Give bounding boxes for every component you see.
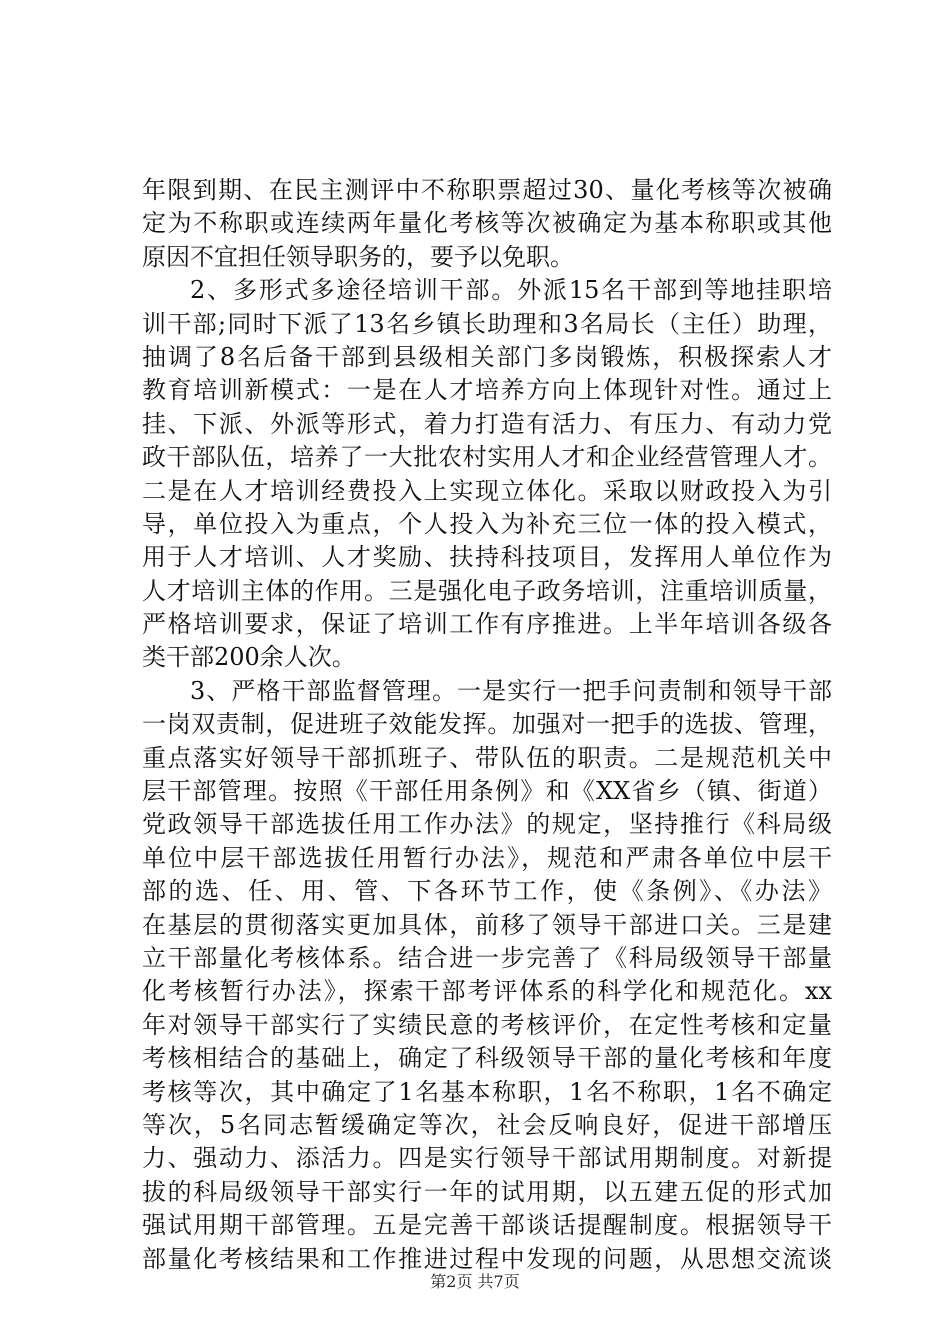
- text-line: 考核等次，其中确定了1名基本称职，1名不称职，1名不确定: [142, 1077, 832, 1106]
- text-line: 挂、下派、外派等形式，着力打造有活力、有压力、有动力党: [142, 409, 832, 438]
- text-line: 党政领导干部选拔任用工作办法》的规定，坚持推行《科局级: [142, 810, 832, 839]
- text-line: 类干部200余人次。: [142, 643, 356, 672]
- text-line: 立干部量化考核体系。结合进一步完善了《科局级领导干部量: [142, 943, 832, 972]
- text-line: 重点落实好领导干部抓班子、带队伍的职责。二是规范机关中: [142, 743, 832, 772]
- text-line: 二是在人才培训经费投入上实现立体化。采取以财政投入为引: [142, 476, 832, 505]
- text-line: 层干部管理。按照《干部任用条例》和《XX省乡（镇、街道）: [142, 777, 832, 806]
- page-number-footer: 第2页 共7页: [430, 1272, 520, 1291]
- text-line: 训干部;同时下派了13名乡镇长助理和3名局长（主任）助理，: [142, 309, 832, 338]
- text-line: 人才培训主体的作用。三是强化电子政务培训，注重培训质量，: [142, 576, 832, 605]
- text-line: 严格培训要求，保证了培训工作有序推进。上半年培训各级各: [142, 610, 832, 639]
- text-line: 考核相结合的基础上，确定了科级领导干部的量化考核和年度: [142, 1044, 832, 1073]
- text-line: 化考核暂行办法》，探索干部考评体系的科学化和规范化。xx: [142, 977, 832, 1006]
- text-line: 教育培训新模式：一是在人才培养方向上体现针对性。通过上: [142, 376, 832, 405]
- paragraph-start-line: 2、多形式多途径培训干部。外派15名干部到等地挂职培: [190, 276, 832, 305]
- text-line: 一岗双责制，促进班子效能发挥。加强对一把手的选拔、管理，: [142, 710, 832, 739]
- document-body: [142, 174, 832, 1276]
- text-line: 在基层的贯彻落实更加具体，前移了领导干部进口关。三是建: [142, 910, 832, 939]
- text-line: 抽调了8名后备干部到县级相关部门多岗锻炼，积极探索人才: [142, 342, 832, 371]
- text-line: 定为不称职或连续两年量化考核等次被确定为基本称职或其他: [142, 209, 832, 238]
- text-line: 力、强动力、添活力。四是实行领导干部试用期制度。对新提: [142, 1144, 832, 1173]
- text-line: 部的选、任、用、管、下各环节工作，使《条例》、《办法》: [142, 877, 832, 906]
- text-line: 强试用期干部管理。五是完善干部谈话提醒制度。根据领导干: [142, 1211, 832, 1240]
- text-line: 年限到期、在民主测评中不称职票超过30、量化考核等次被确: [142, 176, 832, 204]
- text-line: 政干部队伍，培养了一大批农村实用人才和企业经营管理人才。: [142, 443, 832, 472]
- text-line: 等次，5名同志暂缓确定等次，社会反响良好，促进干部增压: [142, 1110, 832, 1139]
- text-line: 用于人才培训、人才奖励、扶持科技项目，发挥用人单位作为: [142, 543, 832, 572]
- text-line: 部量化考核结果和工作推进过程中发现的问题，从思想交流谈: [142, 1244, 832, 1273]
- text-line: 单位中层干部选拔任用暂行办法》，规范和严肃各单位中层干: [142, 843, 832, 872]
- text-line: 年对领导干部实行了实绩民意的考核评价，在定性考核和定量: [142, 1010, 832, 1039]
- text-line: 原因不宜担任领导职务的，要予以免职。: [142, 242, 574, 271]
- paragraph-start-line: 3、严格干部监督管理。一是实行一把手问责制和领导干部: [190, 676, 832, 705]
- text-line: 导，单位投入为重点，个人投入为补充三位一体的投入模式，: [142, 509, 832, 538]
- text-line: 拔的科局级领导干部实行一年的试用期，以五建五促的形式加: [142, 1177, 832, 1206]
